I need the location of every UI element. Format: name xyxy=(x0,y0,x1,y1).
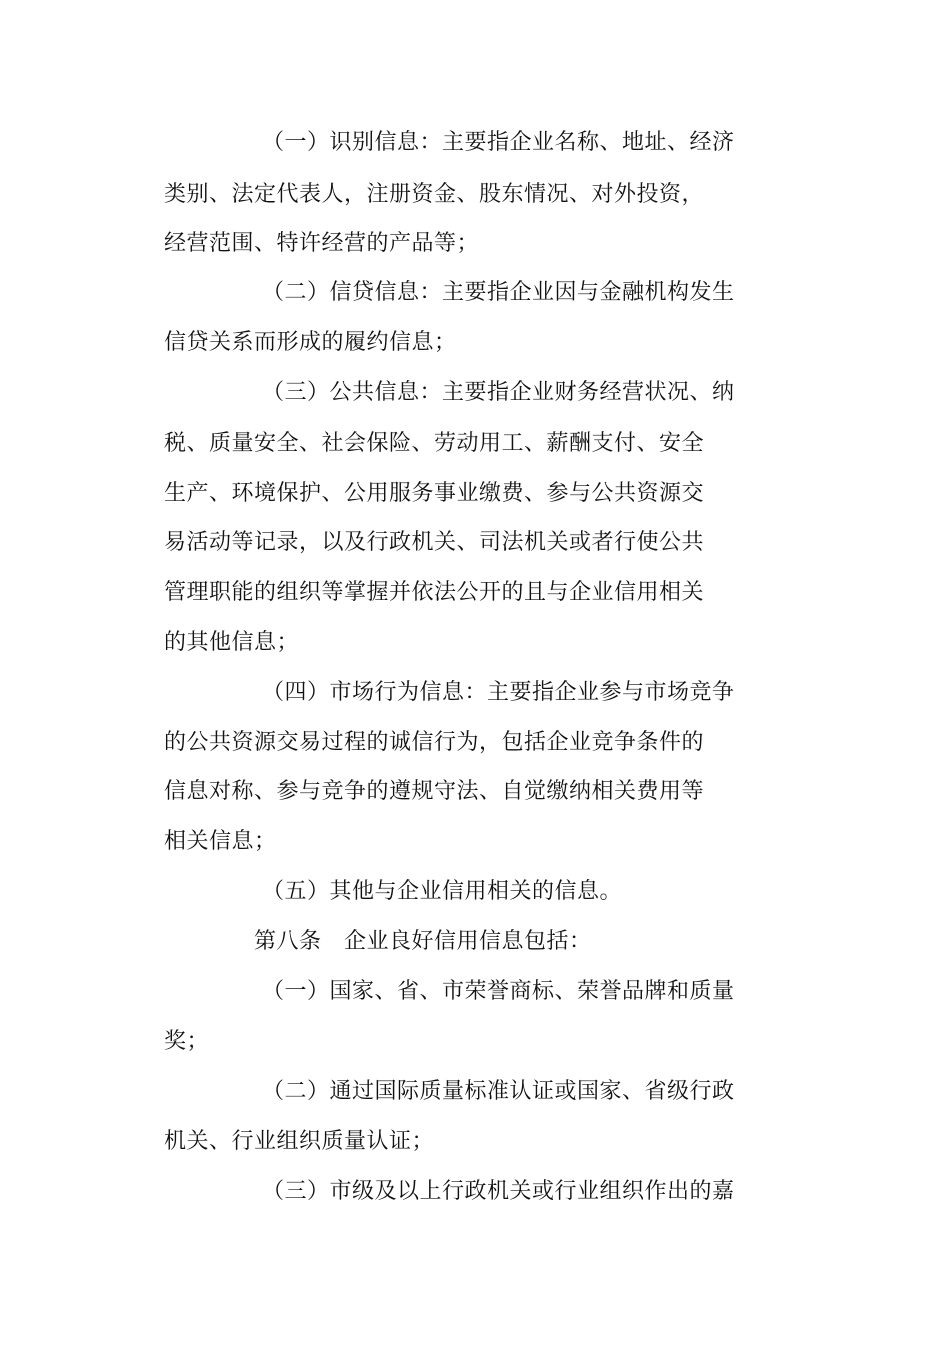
paragraph-line: （一）识别信息：主要指企业名称、地址、经济 xyxy=(262,130,735,155)
paragraph-line: 的其他信息； xyxy=(164,630,300,655)
paragraph-line: 的公共资源交易过程的诚信行为，包括企业竞争条件的 xyxy=(164,730,705,755)
paragraph-line: （一）国家、省、市荣誉商标、荣誉品牌和质量 xyxy=(262,979,735,1004)
paragraph-line: 易活动等记录，以及行政机关、司法机关或者行使公共 xyxy=(164,530,705,555)
paragraph-line: （二）通过国际质量标准认证或国家、省级行政 xyxy=(262,1079,735,1104)
paragraph-line: （五）其他与企业信用相关的信息。 xyxy=(262,879,623,904)
paragraph-line: 管理职能的组织等掌握并依法公开的且与企业信用相关 xyxy=(164,580,705,605)
paragraph-line: 税、质量安全、社会保险、劳动用工、薪酬支付、安全 xyxy=(164,431,705,456)
paragraph-line: （四）市场行为信息：主要指企业参与市场竞争 xyxy=(262,680,735,705)
paragraph-line: 机关、行业组织质量认证； xyxy=(164,1129,435,1154)
paragraph-line: 信息对称、参与竞争的遵规守法、自觉缴纳相关费用等 xyxy=(164,779,705,804)
paragraph-line: （三）公共信息：主要指企业财务经营状况、纳 xyxy=(262,380,735,405)
paragraph-line: 生产、环境保护、公用服务事业缴费、参与公共资源交 xyxy=(164,481,705,506)
article-heading: 第八条 企业良好信用信息包括： xyxy=(254,929,592,954)
paragraph-line: 相关信息； xyxy=(164,829,277,854)
paragraph-line: 奖； xyxy=(164,1029,210,1054)
paragraph-line: 类别、法定代表人，注册资金、股东情况、对外投资， xyxy=(164,182,705,207)
paragraph-line: 经营范围、特许经营的产品等； xyxy=(164,231,480,256)
paragraph-line: （二）信贷信息：主要指企业因与金融机构发生 xyxy=(262,280,735,305)
paragraph-line: 信贷关系而形成的履约信息； xyxy=(164,330,457,355)
paragraph-line: （三）市级及以上行政机关或行业组织作出的嘉 xyxy=(262,1179,735,1204)
